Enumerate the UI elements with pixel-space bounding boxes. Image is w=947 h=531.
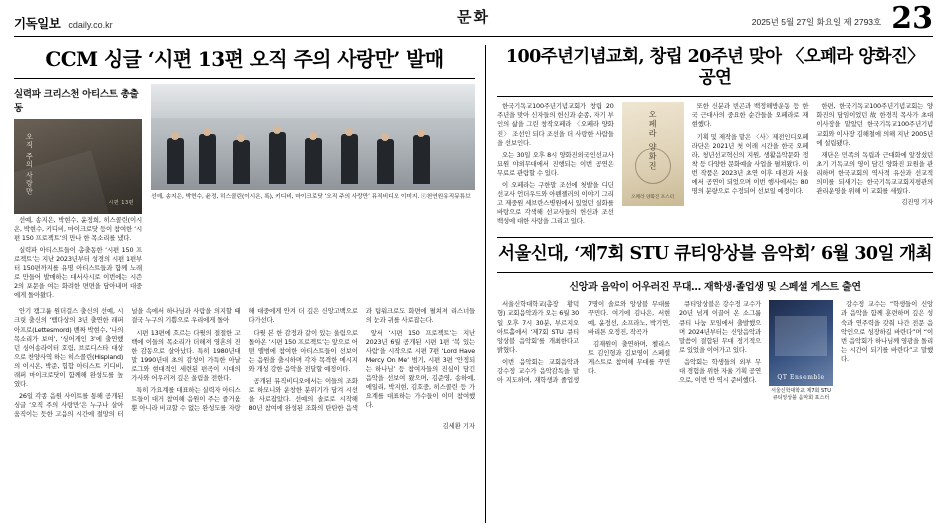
right-bottom-row [497, 300, 933, 401]
right-bottom-p4: 큐티앙상블은 강수정 교수가 20년 넘게 이끌어 온 소그룹 큐티 나눔 모임에서 출발했으며 2024년부터는 신앙음악과 말씀이 결합된 무대 정기적으로 있었을 이어가고 있다. [679, 300, 761, 354]
main-body-p6: 공개된 뮤직비디오에서는 이들의 조화로 하모니와 운창한 분위기가 담겨 시선을 사로잡았다. 선예의 솔로로 시작해 80년 참여에 완성된 조화의 탄탄한 음색과 팀워크로도 화면에 펼쳐져 리스너들의 눈과 귀를 사로잡는다. [248, 307, 475, 413]
main-lead-p1: 선예, 송지은, 박현수, 윤정희, 히스콜린(이시온, 박현수, 키디비, 마이크로닷 등이 참여한 ‘시편 150 프로젝트’의 만나 한 목소리를 냈다. [14, 215, 142, 242]
right-top-end [816, 102, 933, 208]
right-top-row [497, 102, 933, 229]
main-byline: 김세환 기자 [442, 423, 475, 431]
right-bottom-columns [497, 300, 761, 385]
opera-poster-image [622, 102, 684, 206]
right-bottom-p2: 이번 음악회는 교회음악과 강수정 교수가 음악감독을 맡아 지도하며, 재학생과 졸업생 7명이 솔로와 앙상블 무대를 꾸민다. 여기에 김나은, 서현예, 윤정선, 소프라노, 박기연, 바리톤 오정진, 작곡가 [497, 300, 670, 385]
right-top-lead [497, 102, 614, 229]
page-content [14, 37, 933, 523]
right-top-p6: 한편, 한국기독교100주년기념교회는 양화진의 담임이었던 故 한경직 목사가 초대 이사장을 맡았던 한국기독교100주년기념교회와 이사장 김해철에 의해 지난 2005년에 설립됐다. [816, 102, 934, 147]
right-bottom-text [497, 300, 761, 385]
album-cover-image [14, 119, 142, 214]
main-body-p1: 안기 캠그룹 원더걸스 출신의 선예, 시크릿 출신의 ‘뱀다상의 3년 출연한 래퍼아프로(Lettesmord) 밴짜 박현수, ‘나의 목소리가 보여’, ‘싱어게인 3’에 출연했던 싱어송라이터 호림, 브로디스타 대상으로 찬양사역 하는 히스콜린(Hispland)의 이시온, 박준, 힙합 아티스트 키디비, 래퍼 마이크로닷이 함께해 완성도를 높였다. [14, 307, 124, 389]
right-top-p4: 또한 신분과 빈곤과 백정해방운동 등 한국 근대사의 중요한 순간들을 오페라로 재현했다. [691, 102, 809, 129]
section-title: 문화 [457, 8, 490, 26]
poster-ring-decoration [635, 148, 671, 184]
main-body-columns [14, 307, 475, 419]
opera-poster-title: 오페라 양화진 [648, 110, 658, 172]
right-bottom-rule [497, 272, 933, 273]
right-top-p3: 이 오페라는 구한말 조선에 첫발을 디딘 선교사 언더우드와 아펜젤러의 이야기 그리고 제중원 세브란스병원에서 있었던 실화를 바탕으로 각색해 선교사들의 헌신과 조선 백성에 대한 사랑을 그리고 있다. [497, 181, 614, 226]
right-top-p1: 한국기독교100주년기념교회가 창립 20주년을 맞아 신자들의 헌신과 순종, 자기 부인의 삶을 그린 창작오페라 〈오페라 양화진〉 조선인 되다 조선을 더 사랑한 사람들을 선보인다. [497, 102, 614, 147]
left-column [14, 45, 486, 523]
right-bottom-p3: 김재원이 출연하며, 첼리스트 김인형과 김보영이 스페셜 게스트로 참여해 무대를 꾸민다. [588, 339, 670, 375]
main-lead-row [14, 216, 475, 304]
right-bottom-subhead: 신앙과 음악이 어우러진 무대… 재학생·졸업생 및 스페셜 게스트 출연 [569, 282, 861, 294]
right-top-p5: 기획 및 제작을 맡은 〈사〉제전인디오페라단은 2021년 첫 이래 시간을 한국 오페라, 청년선교혁신의 지원, 생활음악문화 정착 등 다양한 문화예술 사업을 펼쳐왔다. 이번 작품은 2023년 초연 이후 대전과 서울에서 공연이 되었으며 이번 행사에서는 80명의 분량으로 수정되어 선보일 예정이다. [691, 132, 809, 196]
right-top-p2: 오는 30일 오후 8시 양화진외국인선교사묘원 야외무대에서 진행되는 이번 공연은 무료로 관람할 수 있다. [497, 150, 614, 177]
main-body-p4: 특히 가요계를 대표하는 실력자 아티스트들이 대거 참여해 음원이 주는 즐거움뿐 아니라 비교할 수 없는 완성도를 자랑해 대중에게 안겨 더 깊은 신앙고백으로 다가선다. [131, 307, 358, 413]
main-lead-p2: 실력파 아티스트들이 총출동한 ‘시편 150 프로젝트’는 지난 2023년부터 성경의 시편 1편부터 150편까지를 유명 아티스트들과 함께 노래로 만들어 발매하는 대서사시로 이번에는 시즌 2의 포문을 여는 화려한 면면을 담아내며 대중에게 돌아왔다. [14, 245, 142, 300]
qt-poster-image [769, 300, 833, 386]
issue-date: 2025년 5월 27일 화요일 제 2793호 [751, 16, 882, 27]
main-body-p7: 앞서 ‘시편 150 프로젝트’는 지난 2023년 6월 공개된 시편 1편 ‘복 있는 사람’을 시작으로 시편 7편 ‘Lord Have Mercy On Me’ 범기, 시편 3편 ‘안정되는 하나님’ 등 참여자들의 진심이 담긴 음악을 선보여 왔으며, 김준영, 송하예, 에일리, 박지현, 김호중, 히스콜린 등 가요계를 대표하는 가수들이 이미 참여했다. [365, 328, 475, 410]
right-top-byline: 김진영 기자 [901, 199, 934, 207]
right-top-p7: 재단은 민족의 독립과 근대화에 앞장섰던 초기 기독교의 영이 담긴 양화진 묘원을 관리하며 한국교회의 역사적 유산과 선교적 의미를 되새기는 한국기독교교회지평관의 관리운영을 위해 이 교회를 세웠다. [816, 150, 934, 196]
qt-poster-band [775, 316, 827, 356]
opera-poster-caption: 오페라 양화진 포스터 [631, 195, 675, 201]
photo-caption: 선예, 송지은, 박현수, 윤정, 히스콜린(이시온, 록), 키디비, 마이크로닷 ‘오직 주의 사랑만’ 뮤직비디오 이미지. ⓒ천연원유직뮤튜브 [151, 193, 471, 200]
right-section-divider [497, 237, 933, 238]
right-column [486, 45, 933, 523]
main-headline: CCM 싱글 ‘시편 13편 오직 주의 사랑만’ 발매 [45, 46, 444, 71]
publication-logo: 기독일보 [14, 15, 61, 31]
right-top-rule [497, 96, 933, 97]
right-bottom-p6: 강수정 교수는 “학생들이 신앙과 음악을 함께 훈련하며 깊은 성숙과 연주력을 갖춰 나간 전문 음악인으로 성장하길 바란다”며 “이번 음악회가 하나님께 영광을 돌리는 시간이 되기를 바란다”고 말했다. [841, 300, 933, 363]
main-lead-spacer [151, 216, 475, 304]
right-top-mid [692, 102, 809, 199]
right-bottom-headline: 서울신대, ‘제7회 STU 큐티앙상블 음악회’ 6월 30일 개최 [498, 244, 932, 265]
main-body-p2: 26일 각종 음원 사이트를 통해 공개된 싱글 ‘오직 주의 사랑만’은 누구나 살아 움직이는 듯한 고음의 시간에 절망의 터널을 속에서 하나님과 사람을 의지할 때 결국 누구의 기쁨으로 우리에게 돌아 [14, 307, 241, 419]
right-bottom-p5: 음악회는 학생들의 외부 무대 경험을 위한 자율 기획 공연으로, 이번 반 역시 준비했다. [679, 357, 761, 385]
qt-poster-label: QT Ensemble [777, 374, 825, 382]
feature-left [14, 84, 142, 214]
group-photo [151, 84, 475, 190]
album-cover-subtitle: 시편 13편 [108, 199, 134, 206]
feature-intro-text [151, 84, 475, 205]
qt-poster [769, 300, 833, 401]
page-number: 23 [891, 1, 933, 36]
feature-row [14, 84, 475, 214]
qt-poster-caption: 서울신학대학교 제7회 STU 큐티앙상블 음악회 포스터 [771, 388, 831, 401]
masthead [14, 0, 933, 37]
headline-rule [14, 78, 475, 79]
main-body-p5: 다윗 본 한 감정과 같이 있는 울림으로 돌아온 ‘시편 150 프로젝트’는 앞으로 어떤 앨범에 참여한 아티스트들이 선보이는 음원을 출시하며 각자 목격한 메시지와 개성 강한 음악을 전달할 예정이다. [248, 328, 358, 373]
right-bottom-p1: 서울신학대학교(총장 황덕형) 교회음악과가 오는 6월 30일 오후 7시 30분, 부르지오 아트홀에서 ‘제7회 STU 큐티앙상블 음악회’를 개최한다고 밝혔다. [497, 300, 579, 354]
publication-url[interactable]: cdaily.co.kr [68, 19, 113, 30]
main-subhead: 실력파 크리스천 아티스트 총출동 [14, 88, 139, 114]
right-bottom-lastcol [841, 300, 933, 367]
main-lead-col [14, 216, 142, 304]
main-body-p3: 시편 13편에 흐르는 다윗의 절절한 고백에 이들의 목소리가 더해져 영혼의 진한 감동으로 살아났다. 특히 1980년대 말 1990년대 초의 감성이 가득한 아날로그와 현대적인 세련된 편곡이 시대의 가사와 어우러져 깊은 울림을 전한다. [131, 328, 241, 382]
right-top-headline: 100주년기념교회, 창립 20주년 맞아 〈오페라 양화진〉 공연 [505, 46, 925, 89]
album-cover-title: 오직 주의 사랑만 [25, 132, 34, 195]
